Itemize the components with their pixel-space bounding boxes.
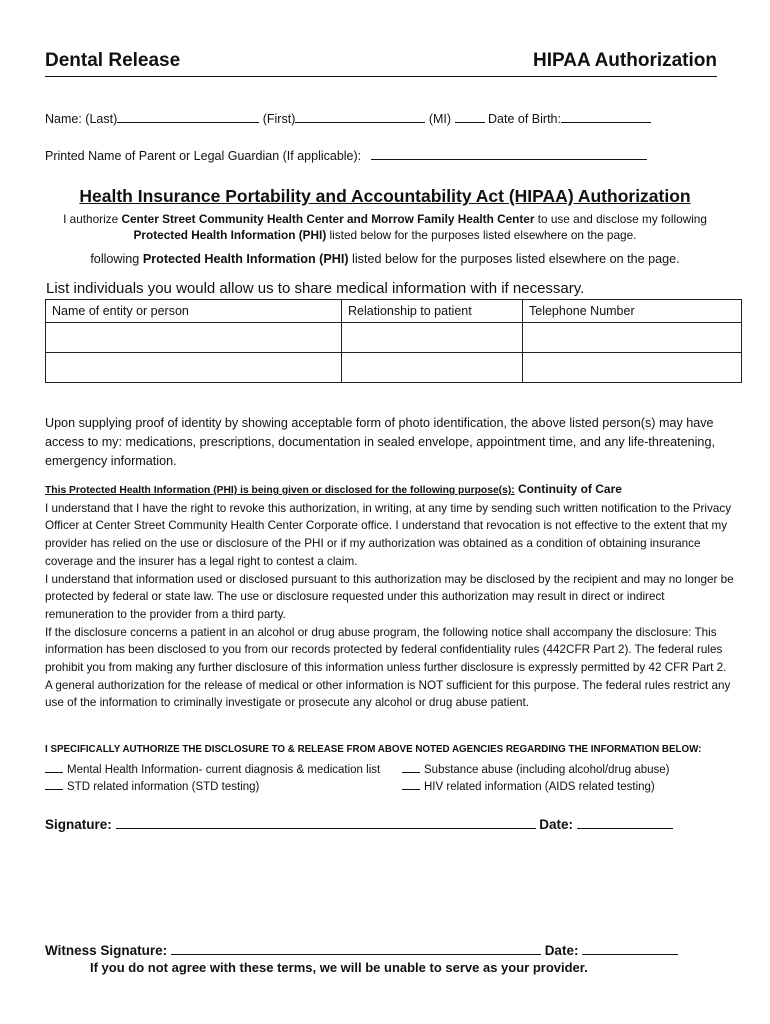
entity-name-cell[interactable] <box>46 353 342 383</box>
form-subtitle: HIPAA Authorization <box>533 50 717 71</box>
witness-signature-row <box>45 941 678 958</box>
checkbox-blank[interactable] <box>45 779 63 790</box>
table-header-relationship: Relationship to patient <box>342 300 523 323</box>
table-header-name: Name of entity or person <box>46 300 342 323</box>
checklist-item-substance-abuse[interactable] <box>402 762 670 776</box>
signature-row <box>45 815 673 832</box>
relationship-cell[interactable] <box>342 353 523 383</box>
form-header <box>45 50 717 77</box>
form-title: Dental Release <box>45 50 181 71</box>
telephone-cell[interactable] <box>523 323 742 353</box>
table-row <box>46 353 742 383</box>
witness-signature-label: Witness Signature: <box>45 943 168 958</box>
following-statement <box>0 252 770 266</box>
signature-label: Signature: <box>45 817 112 832</box>
table-header-telephone: Telephone Number <box>523 300 742 323</box>
first-name-field[interactable] <box>295 110 425 123</box>
table-header-row <box>46 300 742 323</box>
witness-date-label: Date: <box>544 943 579 958</box>
follow-suffix: listed below for the purposes listed elsewhere on the page. <box>348 252 680 266</box>
purpose-label: This Protected Health Information (PHI) is being given or disclosed for the following purpose(s): <box>45 485 515 496</box>
authorization-statement <box>40 211 730 243</box>
checkbox-blank[interactable] <box>45 762 63 773</box>
revocation-paragraph: I understand that I have the right to revoke this authorization, in writing, at any time by sending such written notification to the Privacy Officer at Center Street Community Health Center Corporate office. I understand that revocation is not effective to the extent that my provider has relied on the use or disclosure of the PHI or if my authorization was obtained as a condition of obtaining insurance coverage and the insurer has a legal right to contest a claim. <box>45 501 732 568</box>
final-note: If you do not agree with these terms, we will be unable to serve as your provider. <box>90 960 588 975</box>
auth-prefix: I authorize <box>63 212 122 226</box>
first-name-label: (First) <box>262 112 296 126</box>
auth-middle: to use and disclose my following <box>534 212 707 226</box>
entity-name-cell[interactable] <box>46 323 342 353</box>
witness-date-field[interactable] <box>582 941 678 955</box>
middle-initial-label: (MI) <box>428 112 452 126</box>
hipaa-title: Health Insurance Portability and Accountability Act (HIPAA) Authorization <box>79 186 691 206</box>
date-of-birth-label: Date of Birth: <box>488 112 561 126</box>
telephone-cell[interactable] <box>523 353 742 383</box>
identity-paragraph: Upon supplying proof of identity by showing acceptable form of photo identification, the above listed person(s) may have access to my: medications, prescriptions, documentation in sealed envelope, appointment time, and any life-threatening, emergency information. <box>45 416 715 468</box>
signature-field[interactable] <box>116 815 536 829</box>
date-of-birth-field[interactable] <box>561 110 651 123</box>
purpose-value: Continuity of Care <box>517 482 622 496</box>
checklist-item-std[interactable] <box>45 779 259 793</box>
guardian-name-field[interactable] <box>371 147 647 160</box>
substance-abuse-notice: If the disclosure concerns a patient in an alcohol or drug abuse program, the following notice shall accompany the disclosure: This information has been disclosed to you from our records protected by federal confidentiality rules (442CFR Part 2). The federal rules prohibit you from making any further disclosure of this information unless further disclosure is expressly permitted by 42 CFR Part 2. A general authorization for the release of medical or other information is NOT sufficient for this purpose. The federal rules restrict any use of the information to criminally investigate or prosecute any alcohol or drug abuse patient. <box>45 625 731 710</box>
last-name-label: Name: (Last) <box>45 112 118 126</box>
guardian-label: Printed Name of Parent or Legal Guardian (If applicable): <box>45 149 362 163</box>
patient-name-row <box>45 110 651 126</box>
redisclosure-paragraph: I understand that information used or disclosed pursuant to this authorization may be disclosed by the recipient and may no longer be protected by federal or state law. The use or disclosure requested under this authorization may result in direct or indirect remuneration to the provider from a third party. <box>45 572 734 621</box>
checkbox-blank[interactable] <box>402 779 420 790</box>
checkbox-blank[interactable] <box>402 762 420 773</box>
auth-phi: Protected Health Information (PHI) <box>133 228 327 242</box>
legal-text-block <box>45 481 735 712</box>
auth-suffix: listed below for the purposes listed elsewhere on the page. <box>326 228 637 242</box>
authorized-entities-table <box>45 299 742 383</box>
witness-signature-field[interactable] <box>171 941 541 955</box>
follow-prefix: following <box>90 252 143 266</box>
purpose-line <box>45 481 735 500</box>
checklist-item-mental-health[interactable] <box>45 762 380 776</box>
checklist-label: Mental Health Information- current diagnosis & medication list <box>67 764 381 776</box>
signature-date-field[interactable] <box>577 815 673 829</box>
relationship-cell[interactable] <box>342 323 523 353</box>
checklist-label: STD related information (STD testing) <box>67 781 260 793</box>
checklist-label: Substance abuse (including alcohol/drug abuse) <box>424 764 670 776</box>
table-row <box>46 323 742 353</box>
auth-organizations: Center Street Community Health Center and Morrow Family Health Center <box>121 212 535 226</box>
follow-phi: Protected Health Information (PHI) <box>142 252 349 266</box>
signature-date-label: Date: <box>539 817 574 832</box>
list-heading: List individuals you would allow us to share medical information with if necessary. <box>46 280 585 297</box>
checklist-item-hiv[interactable] <box>402 779 655 793</box>
last-name-field[interactable] <box>117 110 259 123</box>
checklist-label: HIV related information (AIDS related testing) <box>424 781 655 793</box>
specific-authorization-heading: I SPECIFICALLY AUTHORIZE THE DISCLOSURE TO & RELEASE FROM ABOVE NOTED AGENCIES REGARDING THE INFORMATION BELOW: <box>45 744 702 755</box>
guardian-row <box>45 147 647 163</box>
middle-initial-field[interactable] <box>455 110 485 123</box>
